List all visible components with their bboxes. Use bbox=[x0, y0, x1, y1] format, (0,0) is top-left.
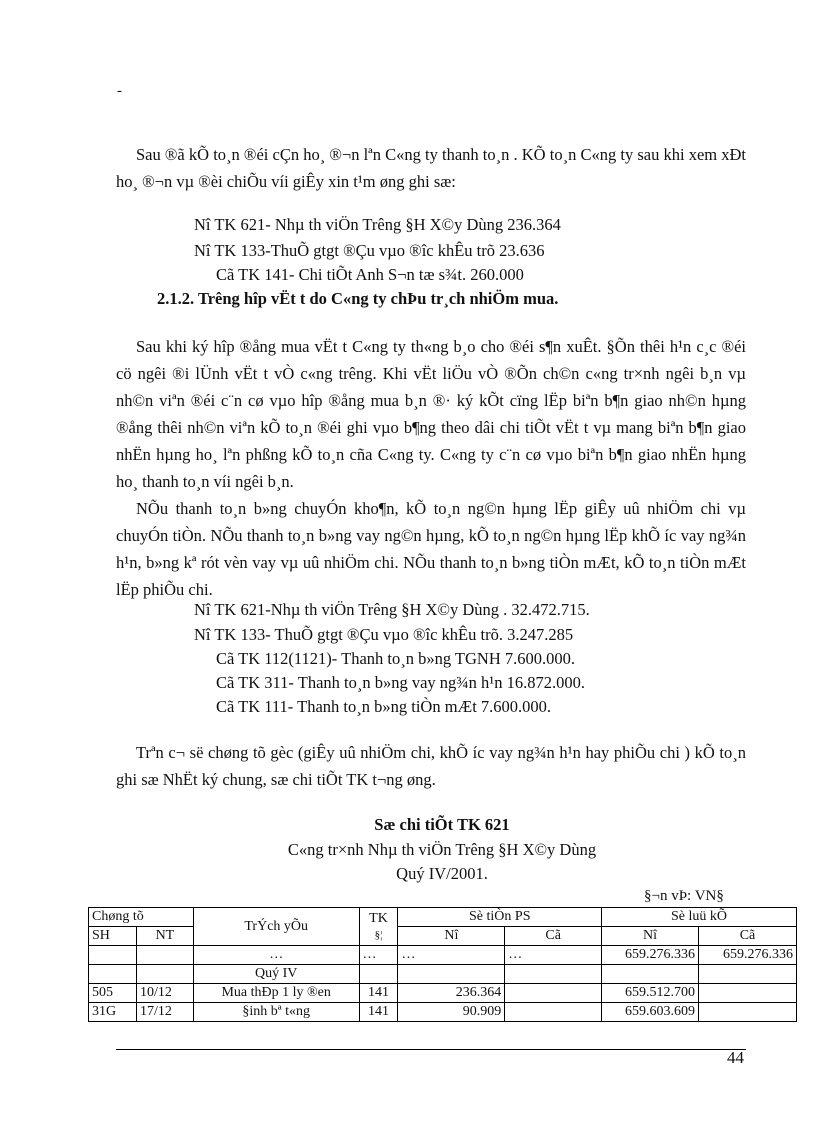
cell-sh: 31G bbox=[89, 1003, 137, 1022]
entry2-line-3: Cã TK 112(1121)- Thanh to¸n b»ng TGNH 7.600.000. bbox=[216, 649, 575, 668]
cell-tk: 141 bbox=[359, 1003, 398, 1022]
paragraph-4-text: Trªn c¬ së chøng tõ gèc (giÊy uû nhiÖm chi, khÕ íc vay ng¾n h¹n hay phiÕu chi ) kÕ to¸n ghi sæ NhËt ký chung, sæ chi tiÕt TK t¬ng øng. bbox=[116, 743, 746, 789]
paragraph-1 bbox=[116, 141, 746, 195]
cell-ps-credit bbox=[505, 1003, 602, 1022]
header-tk bbox=[359, 908, 398, 946]
cell-sh bbox=[89, 946, 137, 965]
cell-summary: Quý IV bbox=[193, 965, 359, 984]
cell-ps-credit bbox=[505, 965, 602, 984]
cell-bal-debit bbox=[602, 965, 699, 984]
page-number: 44 bbox=[727, 1048, 744, 1067]
paragraph-3-text: NÕu thanh to¸n b»ng chuyÓn kho¶n, kÕ to¸n ng©n hµng lËp giÊy uû nhiÖm chi vµ chuyÓn tiÒn. NÕu thanh to¸n b»ng vay ng©n hµng, kÕ to¸n ng©n hµng lËp khÕ íc vay ng¾n h¹n, b»ng kª rót vèn vay vµ uû nhiÖm chi. NÕu thanh to¸n b»ng tiÒn mÆt, kÕ to¸n tiÒn mÆt lËp phiÕu chi. bbox=[116, 499, 746, 599]
paragraph-4 bbox=[116, 739, 746, 793]
cell-bal-debit: 659.603.609 bbox=[602, 1003, 699, 1022]
cell-bal-credit bbox=[698, 1003, 796, 1022]
footer-divider bbox=[116, 1049, 746, 1050]
cell-tk: … bbox=[359, 946, 398, 965]
cell-bal-debit: 659.276.336 bbox=[602, 946, 699, 965]
paragraph-2 bbox=[116, 333, 746, 603]
header-tk-line1: TK bbox=[369, 910, 388, 926]
section-heading: 2.1.2. Trêng hîp vËt t do C«ng ty chÞu tr¸ch nhiÖm mua. bbox=[157, 289, 559, 308]
table-row bbox=[89, 965, 797, 984]
paragraph-2-text: Sau khi ký hîp ®ång mua vËt t C«ng ty th«ng b¸o cho ®éi s¶n xuÊt. §Õn thêi h¹n c¸c ®éi cö ngêi ®i lÜnh vËt t vÒ c«ng trêng. Khi vËt liÖu vÒ ®Õn ch©n c«ng tr×nh ngêi b¸n vµ nh©n viªn ®éi c¨n cø vµo hîp ®ång mua b¸n ®· ký kÕt cïng lËp biªn b¶n giao nh©n hµng ®ång thêi nh©n viªn kÕ to¸n ®éi ghi vµo b¶ng theo dâi chi tiÕt vËt t vµ mang biªn b¶n giao nhËn hµng ho¸ lªn phßng kÕ to¸n cña C«ng ty. C«ng ty c¨n cø vµo biªn b¶n giao nhËn hµng ho¸ thanh to¸n víi ngêi b¸n. bbox=[116, 337, 746, 491]
cell-ps-debit bbox=[398, 965, 505, 984]
entry1-line-1: Nî TK 621- Nhµ th viÖn Trêng §H X©y Dùng 236.364 bbox=[194, 215, 561, 234]
cell-ps-credit: … bbox=[505, 946, 602, 965]
table-row bbox=[89, 946, 797, 965]
header-sh: SH bbox=[89, 927, 137, 946]
cell-summary: … bbox=[193, 946, 359, 965]
entry2-line-4: Cã TK 311- Thanh to¸n b»ng vay ng¾n h¹n 16.872.000. bbox=[216, 673, 585, 692]
entry2-line-1: Nî TK 621-Nhµ th viÖn Trêng §H X©y Dùng . 32.472.715. bbox=[194, 600, 590, 619]
header-nt: NT bbox=[136, 927, 193, 946]
table-row bbox=[89, 984, 797, 1003]
header-bal-debit: Nî bbox=[602, 927, 699, 946]
table-row bbox=[89, 1003, 797, 1022]
cell-nt: 10/12 bbox=[136, 984, 193, 1003]
cell-nt bbox=[136, 965, 193, 984]
header-tk-line2: §¦ bbox=[374, 928, 383, 941]
header-balance: Sè luü kÕ bbox=[602, 908, 797, 927]
header-ps-credit: Cã bbox=[505, 927, 602, 946]
cell-bal-credit bbox=[698, 984, 796, 1003]
paragraph-1-text: Sau ®ã kÕ to¸n ®éi cÇn ho¸ ®¬n lªn C«ng ty thanh to¸n . KÕ to¸n C«ng ty sau khi xem xÐt ho¸ ®¬n vµ ®èi chiÕu víi giÊy xin t¹m øng ghi sæ: bbox=[116, 145, 746, 191]
cell-bal-credit: 659.276.336 bbox=[698, 946, 796, 965]
entry1-line-3: Cã TK 141- Chi tiÕt Anh S¬n tæ s¾t. 260.000 bbox=[216, 265, 524, 284]
cell-tk: 141 bbox=[359, 984, 398, 1003]
header-voucher: Chøng tõ bbox=[89, 908, 194, 927]
cell-tk bbox=[359, 965, 398, 984]
header-summary: TrÝch yÕu bbox=[193, 908, 359, 946]
cell-sh bbox=[89, 965, 137, 984]
ledger-period: Quý IV/2001. bbox=[396, 864, 488, 883]
ledger-subtitle: C«ng tr×nh Nhµ th viÖn Trêng §H X©y Dùng bbox=[287, 840, 597, 859]
header-ps-debit: Nî bbox=[398, 927, 505, 946]
cell-sh: 505 bbox=[89, 984, 137, 1003]
cell-summary: §inh bª t«ng bbox=[193, 1003, 359, 1022]
ledger-title: Sæ chi tiÕt TK 621 bbox=[374, 815, 510, 834]
ledger-table bbox=[88, 907, 797, 1022]
cell-ps-debit: … bbox=[398, 946, 505, 965]
entry1-line-2: Nî TK 133-ThuÕ gtgt ®Çu vµo ®îc khÊu trõ 23.636 bbox=[194, 241, 545, 260]
cell-ps-debit: 236.364 bbox=[398, 984, 505, 1003]
entry2-line-5: Cã TK 111- Thanh to¸n b»ng tiÒn mÆt 7.600.000. bbox=[216, 697, 552, 716]
cell-bal-debit: 659.512.700 bbox=[602, 984, 699, 1003]
cell-nt: 17/12 bbox=[136, 1003, 193, 1022]
table-header-row bbox=[89, 908, 797, 927]
cell-nt bbox=[136, 946, 193, 965]
cell-bal-credit bbox=[698, 965, 796, 984]
header-bal-credit: Cã bbox=[698, 927, 796, 946]
cell-ps-debit: 90.909 bbox=[398, 1003, 505, 1022]
entry2-line-2: Nî TK 133- ThuÕ gtgt ®Çu vµo ®îc khÊu trõ. 3.247.285 bbox=[194, 625, 574, 644]
cell-summary: Mua thÐp 1 ly ®en bbox=[193, 984, 359, 1003]
page-dash: - bbox=[117, 83, 122, 99]
ledger-unit: §¬n vÞ: VN§ bbox=[644, 888, 724, 904]
cell-ps-credit bbox=[505, 984, 602, 1003]
header-ps: Sè tiÒn PS bbox=[398, 908, 602, 927]
